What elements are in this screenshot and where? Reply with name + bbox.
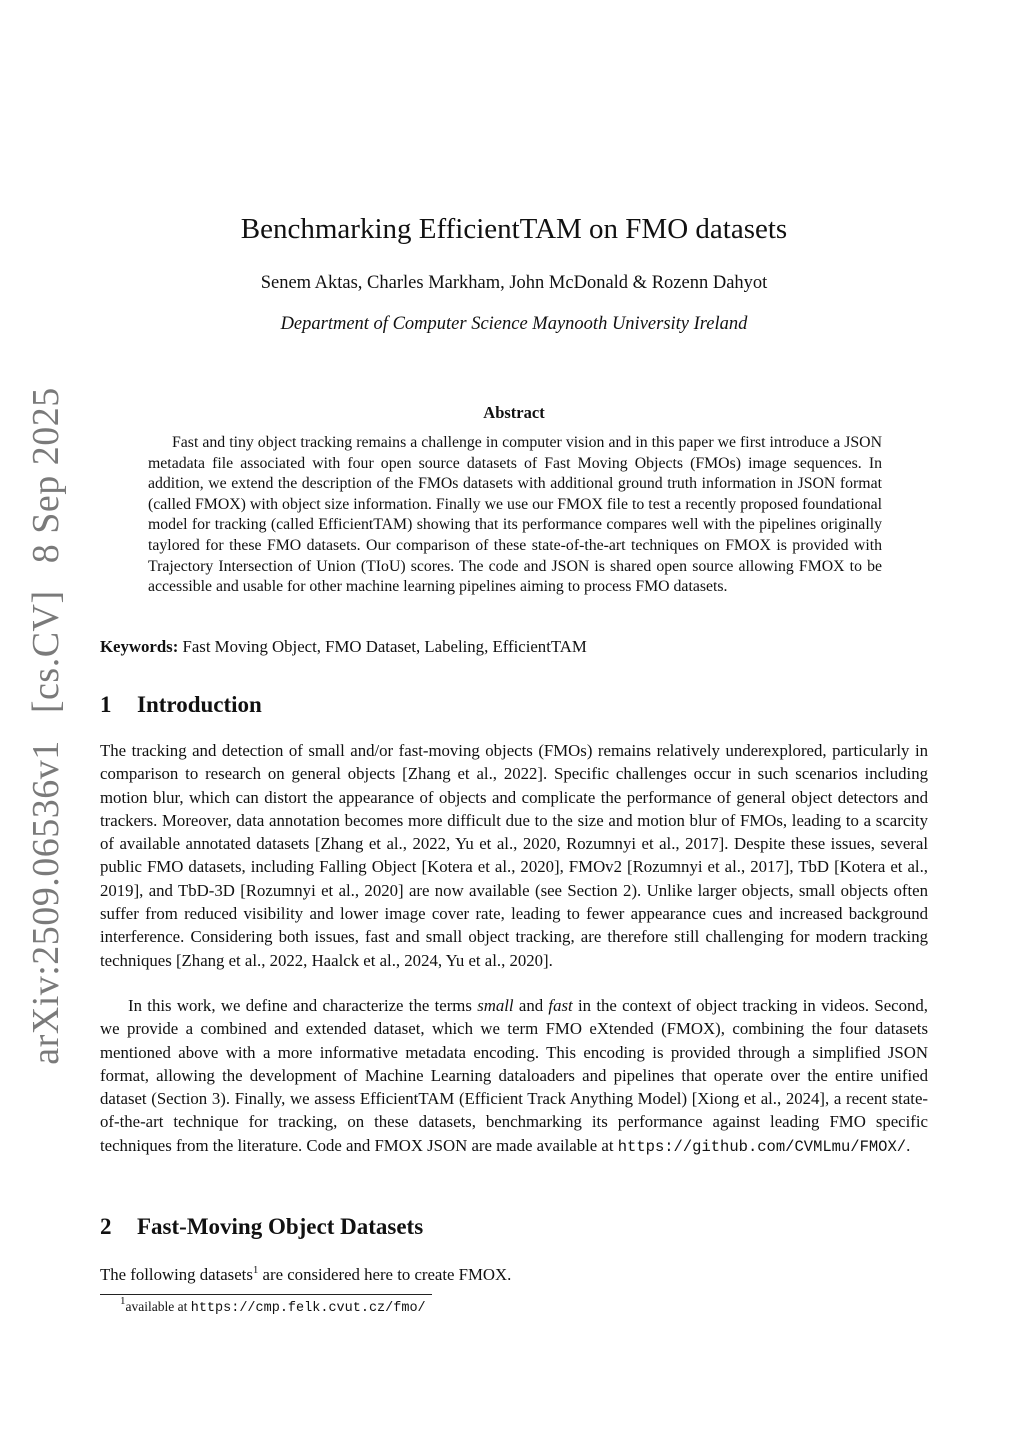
section-heading-fmo-datasets	[100, 1212, 928, 1242]
keywords	[100, 636, 928, 658]
paper-affiliation: Department of Computer Science Maynooth University Ireland	[280, 314, 748, 334]
section-title: Introduction	[137, 692, 262, 717]
arxiv-identifier-stamp	[24, 387, 68, 1065]
text-run: and	[513, 996, 549, 1015]
arxiv-category: [cs.CV]	[25, 590, 67, 714]
text-run: in the context of object tracking in videos. Second, we provide a combined and extended dataset, which we term FMO eXtended (FMOX), combining the four datasets mentioned above with a more informative metadata encoding. This encoding is provided through a simplified JSON format, allowing the development of Machine Learning dataloaders and pipelines that operate over the entire unified dataset (Section 3). Finally, we assess EfficientTAM (Efficient Track Anything Model) [Xiong et al., 2024], a recent state-of-the-art technique for tracking, on these datasets, benchmarking its performance against leading FMO specific techniques from the literature. Code and FMOX JSON are made available at	[100, 996, 928, 1155]
footnote-marker[interactable]: 1	[252, 1264, 259, 1276]
github-link[interactable]: https://github.com/CVMLmu/FMOX/	[617, 1137, 907, 1156]
keywords-text: Fast Moving Object, FMO Dataset, Labeling, EfficientTAM	[182, 637, 587, 656]
text-run: The following datasets	[100, 1265, 253, 1284]
section-title: Fast-Moving Object Datasets	[137, 1214, 424, 1239]
text-run: are considered here to create FMOX.	[258, 1265, 512, 1284]
emphasis-fast: fast	[548, 996, 573, 1015]
paper-authors: Senem Aktas, Charles Markham, John McDonald & Rozenn Dahyot	[260, 273, 768, 293]
introduction-paragraph-2	[100, 994, 928, 1159]
paper-title: Benchmarking EfficientTAM on FMO datasets	[240, 213, 788, 245]
arxiv-id: arXiv:2509.06536v1	[25, 740, 67, 1065]
section-heading-introduction	[100, 690, 928, 720]
footnote-number: 1	[120, 1295, 126, 1307]
keywords-label: Keywords:	[100, 637, 179, 656]
datasets-paragraph-1	[100, 1263, 928, 1286]
text-run: In this work, we define and characterize the terms	[128, 996, 478, 1015]
emphasis-small: small	[477, 996, 514, 1015]
section-number: 1	[100, 692, 112, 717]
footnote	[120, 1295, 820, 1318]
arxiv-date: 8 Sep 2025	[25, 387, 67, 564]
section-number: 2	[100, 1214, 112, 1239]
footnote-divider	[100, 1294, 432, 1295]
text-run: .	[906, 1135, 911, 1155]
introduction-paragraph-1: The tracking and detection of small and/or fast-moving objects (FMOs) remains relatively underexplored, particularly in comparison to research on general objects [Zhang et al., 2022]. Specific challenges occur in such scenarios including motion blur, which can distort the appearance of objects and complicate the performance of general object detectors and trackers. Moreover, data annotation becomes more difficult due to the size and motion blur of FMOs, leading to a scarcity of available annotated datasets [Zhang et al., 2022, Yu et al., 2020, Rozumnyi et al., 2017]. Despite these issues, several public FMO datasets, including Falling Object [Kotera et al., 2020], FMOv2 [Rozumnyi et al., 2017], TbD [Kotera et al., 2019], and TbD-3D [Rozumnyi et al., 2020] are now available (see Section 2). Unlike larger objects, small objects often suffer from reduced visibility and lower image cover rate, leading to fewer appearance cues and increased background interference. Considering both issues, fast and small object tracking, are therefore still challenging for modern tracking techniques [Zhang et al., 2022, Haalck et al., 2024, Yu et al., 2020].	[100, 741, 928, 970]
abstract-text: Fast and tiny object tracking remains a challenge in computer vision and in this paper we first introduce a JSON metadata file associated with four open source datasets of Fast Moving Objects (FMOs) image sequences. In addition, we extend the description of the FMOs datasets with additional ground truth information in JSON format (called FMOX) with object size information. Finally we use our FMOX file to test a recently proposed foundational model for tracking (called EfficientTAM) showing that its performance compares well with the pipelines originally taylored for these FMO datasets. Our comparison of these state-of-the-art techniques on FMOX is provided with Trajectory Intersection of Union (TIoU) scores. The code and JSON is shared open source allowing FMOX to be accessible and usable for other machine learning pipelines aiming to process FMO datasets.	[148, 434, 882, 596]
fmo-dataset-link[interactable]: https://cmp.felk.cvut.cz/fmo/	[190, 1301, 426, 1316]
abstract-heading: Abstract	[483, 403, 545, 422]
footnote-text: available at	[125, 1299, 191, 1314]
